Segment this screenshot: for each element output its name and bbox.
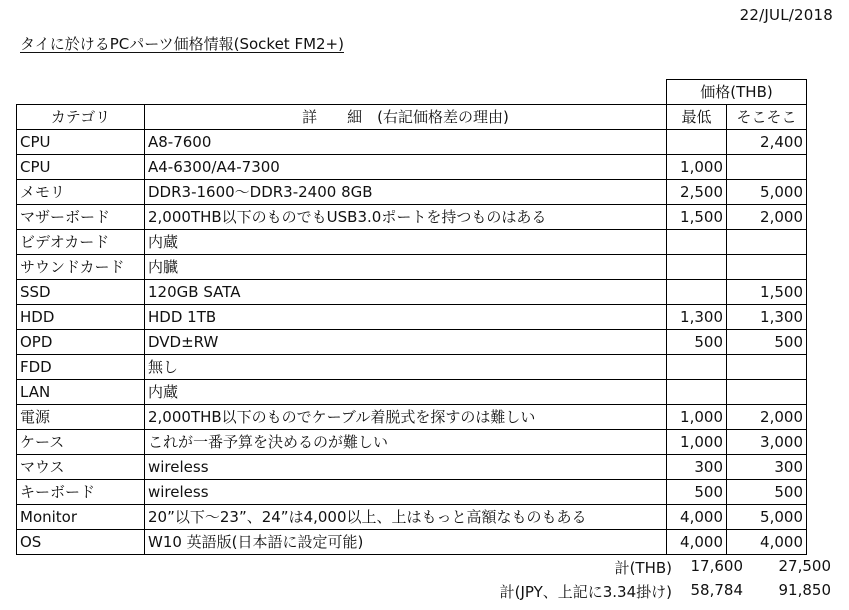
min-price-cell[interactable]	[667, 130, 727, 155]
detail-cell[interactable]: wireless	[145, 480, 667, 505]
category-cell[interactable]: マザーボード	[17, 205, 145, 230]
mid-price-cell[interactable]	[727, 355, 807, 380]
mid-price-cell[interactable]: 3,000	[727, 430, 807, 455]
min-price-cell[interactable]: 1,000	[667, 405, 727, 430]
detail-cell[interactable]: W10 英語版(日本語に設定可能)	[145, 530, 667, 555]
min-price-cell[interactable]: 2,500	[667, 180, 727, 205]
detail-cell[interactable]: DVD±RW	[145, 330, 667, 355]
detail-cell[interactable]: 2,000THB以下のものでケーブル着脱式を探すのは難しい	[145, 405, 667, 430]
min-price-cell[interactable]	[667, 255, 727, 280]
detail-cell[interactable]: 内蔵	[145, 230, 667, 255]
table-row	[17, 255, 807, 280]
total-label[interactable]: 計(THB)	[614, 559, 672, 577]
table-row	[17, 280, 807, 305]
min-price-cell[interactable]	[667, 355, 727, 380]
table-row	[17, 355, 807, 380]
category-cell[interactable]: SSD	[17, 280, 145, 305]
detail-cell[interactable]: A4-6300/A4-7300	[145, 155, 667, 180]
mid-price-header[interactable]: そこそこ	[727, 105, 807, 130]
mid-price-cell[interactable]: 2,000	[727, 205, 807, 230]
table-row	[17, 505, 807, 530]
category-cell[interactable]: HDD	[17, 305, 145, 330]
detail-cell[interactable]: A8-7600	[145, 130, 667, 155]
table-row	[17, 455, 807, 480]
category-cell[interactable]: FDD	[17, 355, 145, 380]
header-row	[17, 105, 807, 130]
mid-price-cell[interactable]	[727, 230, 807, 255]
table-row	[17, 130, 807, 155]
detail-cell[interactable]: 2,000THB以下のものでもUSB3.0ポートを持つものはある	[145, 205, 667, 230]
min-price-cell[interactable]	[667, 380, 727, 405]
min-price-cell[interactable]: 4,000	[667, 505, 727, 530]
mid-price-cell[interactable]	[727, 155, 807, 180]
sheet-title: タイに於けるPCパーツ価格情報(Socket FM2+)	[20, 35, 344, 53]
mid-price-cell[interactable]: 5,000	[727, 180, 807, 205]
table-row	[17, 330, 807, 355]
table-row	[17, 480, 807, 505]
min-price-cell[interactable]	[667, 280, 727, 305]
table-row	[17, 430, 807, 455]
category-cell[interactable]: メモリ	[17, 180, 145, 205]
mid-price-cell[interactable]: 2,400	[727, 130, 807, 155]
blank-cell	[145, 80, 667, 105]
category-cell[interactable]: OS	[17, 530, 145, 555]
detail-cell[interactable]: 20”以下～23”、24”は4,000以上、上はもっと高額なものもある	[145, 505, 667, 530]
total-mid-value[interactable]: 27,500	[778, 557, 831, 575]
table-row	[17, 155, 807, 180]
category-cell[interactable]: CPU	[17, 130, 145, 155]
category-cell[interactable]: OPD	[17, 330, 145, 355]
blank-cell	[17, 80, 145, 105]
detail-cell[interactable]: これが一番予算を決めるのが難しい	[145, 430, 667, 455]
table-row	[17, 180, 807, 205]
mid-price-cell[interactable]: 1,500	[727, 280, 807, 305]
category-cell[interactable]: キーボード	[17, 480, 145, 505]
mid-price-cell[interactable]: 1,300	[727, 305, 807, 330]
table-row	[17, 230, 807, 255]
mid-price-cell[interactable]: 5,000	[727, 505, 807, 530]
category-cell[interactable]: CPU	[17, 155, 145, 180]
min-price-cell[interactable]: 1,000	[667, 430, 727, 455]
min-price-cell[interactable]: 4,000	[667, 530, 727, 555]
detail-cell[interactable]: 120GB SATA	[145, 280, 667, 305]
total-min-value[interactable]: 58,784	[690, 581, 743, 599]
mid-price-cell[interactable]: 2,000	[727, 405, 807, 430]
category-header[interactable]: カテゴリ	[17, 105, 145, 130]
date-label: 22/JUL/2018	[739, 6, 833, 24]
table-row	[17, 205, 807, 230]
min-price-cell[interactable]	[667, 230, 727, 255]
min-price-cell[interactable]: 500	[667, 480, 727, 505]
total-mid-value[interactable]: 91,850	[778, 581, 831, 599]
table-row	[17, 530, 807, 555]
category-cell[interactable]: Monitor	[17, 505, 145, 530]
category-cell[interactable]: ケース	[17, 430, 145, 455]
mid-price-cell[interactable]: 500	[727, 330, 807, 355]
min-price-cell[interactable]: 300	[667, 455, 727, 480]
mid-price-cell[interactable]	[727, 255, 807, 280]
total-min-value[interactable]: 17,600	[690, 557, 743, 575]
table-row	[17, 405, 807, 430]
category-cell[interactable]: サウンドカード	[17, 255, 145, 280]
min-price-cell[interactable]: 1,000	[667, 155, 727, 180]
table-row	[17, 305, 807, 330]
min-price-cell[interactable]: 1,500	[667, 205, 727, 230]
mid-price-cell[interactable]: 500	[727, 480, 807, 505]
table-row	[17, 380, 807, 405]
detail-cell[interactable]: wireless	[145, 455, 667, 480]
total-label[interactable]: 計(JPY、上記に3.34掛け)	[499, 583, 672, 601]
price-group-header[interactable]: 価格(THB)	[667, 80, 807, 105]
min-price-header[interactable]: 最低	[667, 105, 727, 130]
header-row-price-group	[17, 80, 807, 105]
detail-header[interactable]: 詳 細 (右記価格差の理由)	[145, 105, 667, 130]
mid-price-cell[interactable]	[727, 380, 807, 405]
detail-cell[interactable]: HDD 1TB	[145, 305, 667, 330]
category-cell[interactable]: LAN	[17, 380, 145, 405]
mid-price-cell[interactable]: 4,000	[727, 530, 807, 555]
min-price-cell[interactable]: 1,300	[667, 305, 727, 330]
category-cell[interactable]: 電源	[17, 405, 145, 430]
min-price-cell[interactable]: 500	[667, 330, 727, 355]
detail-cell[interactable]: 内蔵	[145, 380, 667, 405]
detail-cell[interactable]: DDR3-1600～DDR3-2400 8GB	[145, 180, 667, 205]
detail-cell[interactable]: 内臓	[145, 255, 667, 280]
price-table	[16, 79, 807, 555]
category-cell[interactable]: マウス	[17, 455, 145, 480]
detail-cell[interactable]: 無し	[145, 355, 667, 380]
category-cell[interactable]: ビデオカード	[17, 230, 145, 255]
mid-price-cell[interactable]: 300	[727, 455, 807, 480]
